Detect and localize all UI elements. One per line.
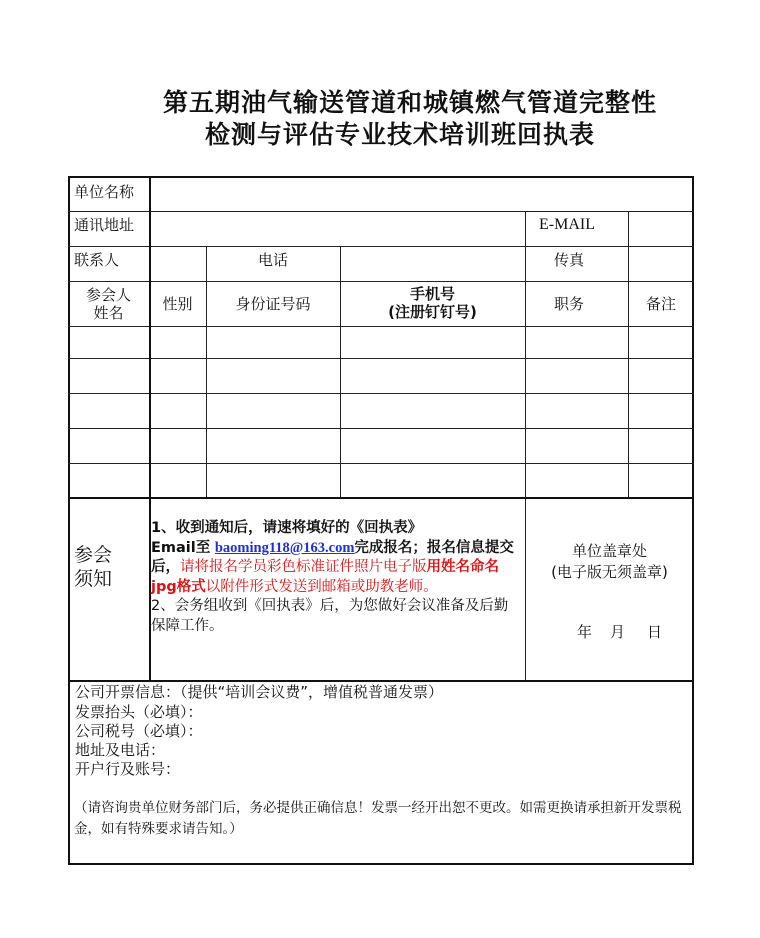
notice-red-bold: 用姓名命名jpg格式 (151, 559, 499, 595)
col-attendee-name-line2: 姓名 (93, 304, 124, 322)
row-divider (68, 246, 694, 247)
bank-account-line: 开户行及账号： (75, 760, 181, 778)
column-divider (525, 211, 526, 680)
col-gender: 性别 (162, 295, 193, 313)
stamp-line1: 单位盖章处 (571, 542, 647, 560)
notice-p2: 2、会务组收到《回执表》后，为您做好会议准备及后勤保障工作。 (151, 598, 509, 634)
phone-label: 电话 (257, 251, 288, 269)
row-divider (68, 428, 694, 429)
stamp-month: 月 (610, 623, 626, 641)
col-mobile-line1: 手机号 (409, 285, 455, 303)
invoice-info-line: 公司开票信息：（提供“培训会议费”，增值税普通发票） (75, 683, 444, 701)
email-label: E-MAIL (539, 216, 595, 233)
stamp-day: 日 (647, 623, 663, 641)
column-divider (628, 211, 629, 497)
notice-label-line1: 参会 (74, 544, 113, 566)
unit-name-label: 单位名称 (74, 183, 135, 201)
col-position: 职务 (553, 295, 584, 313)
col-mobile-line2: (注册钉钉号) (388, 303, 477, 321)
tax-number-line: 公司税号（必填）： (75, 722, 203, 740)
row-divider (68, 358, 694, 359)
row-divider (68, 393, 694, 394)
contact-label: 联系人 (74, 251, 120, 269)
col-id-number: 身份证号码 (235, 295, 311, 313)
row-divider (68, 463, 694, 464)
notice-text (151, 519, 517, 637)
address-label: 通讯地址 (74, 216, 135, 234)
row-divider (68, 497, 694, 499)
notice-label-line2: 须知 (74, 568, 113, 590)
row-divider (68, 326, 694, 327)
fax-label: 传真 (553, 251, 584, 269)
notice-email-link[interactable]: baoming118@163.com (214, 539, 355, 556)
row-divider (68, 211, 694, 212)
column-divider (340, 246, 341, 497)
row-divider (68, 281, 694, 282)
form-title-line2: 检测与评估专业技术培训班回执表 (204, 120, 595, 149)
notice-red-text2: 以附件形式发送到邮箱或助教老师。 (205, 578, 438, 595)
stamp-area (525, 541, 694, 583)
column-divider (206, 246, 207, 497)
notice-p1-prefix: 1、收到通知后，请速将填好的《回执表》 (151, 520, 423, 536)
notice-label (74, 543, 112, 591)
col-mobile (340, 285, 525, 321)
notice-email-label: Email至 (151, 539, 211, 556)
address-phone-line: 地址及电话： (75, 741, 166, 759)
form-title-line1: 第五期油气输送管道和城镇燃气管道完整性 (162, 88, 657, 117)
col-attendee-name (68, 286, 149, 322)
invoice-title-line: 发票抬头（必填）： (75, 703, 203, 721)
invoice-note: （请咨询贵单位财务部门后，务必提供正确信息！发票一经开出恕不更改。如需更换请承担新开发票税金，如有特殊要求请告知。） (74, 800, 682, 837)
col-remarks: 备注 (645, 295, 676, 313)
row-divider (68, 680, 694, 682)
stamp-year: 年 (577, 623, 593, 641)
notice-p1-after: 完成报名；报名信息提交后， (151, 539, 514, 576)
notice-red-text1: 请将报名学员彩色标准证件照片电子版 (180, 559, 427, 576)
col-attendee-name-line1: 参会人 (85, 286, 131, 304)
stamp-line2: (电子版无须盖章) (551, 563, 668, 581)
